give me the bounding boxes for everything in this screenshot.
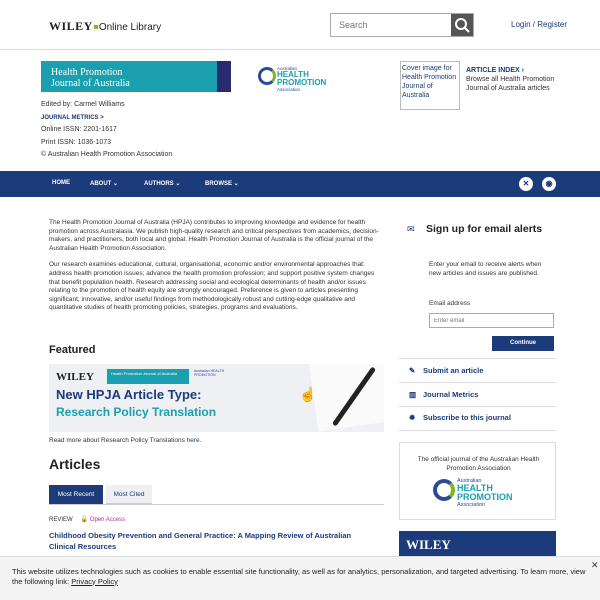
copyright: © Australian Health Promotion Association <box>41 151 173 158</box>
gear-icon: ✹ <box>409 413 416 422</box>
ahpa-logo-text: Australian HEALTH PROMOTION Association <box>457 478 513 508</box>
journal-meta <box>41 99 172 162</box>
articles-heading: Articles <box>49 456 101 472</box>
logo-brand: WILEY <box>49 19 93 33</box>
article-index-desc: Browse all Health Promotion Journal of Australia articles <box>466 76 555 92</box>
sidebar-divider <box>399 406 556 407</box>
pointer-hand-icon: ☝ <box>299 386 317 402</box>
banner-line-2: Research Policy Translation <box>56 405 217 419</box>
tab-most-cited[interactable]: Most Cited <box>106 485 152 504</box>
official-journal-box <box>399 442 556 520</box>
email-label: Email address <box>429 300 471 307</box>
email-field[interactable] <box>429 313 554 328</box>
search-icon <box>451 14 473 36</box>
open-access-badge: 🔓 Open Access <box>80 517 126 523</box>
editor: Edited by: Carmel Williams <box>41 101 125 108</box>
ahpa-logo-mark <box>433 479 455 501</box>
journal-banner[interactable] <box>41 61 231 92</box>
official-text: The official journal of the Australian Health Promotion Association <box>417 456 540 472</box>
rss-icon[interactable]: ◉ <box>542 177 556 191</box>
pen-icon: ✎ <box>409 366 416 375</box>
nav-about[interactable]: ABOUT ⌄ <box>90 181 119 187</box>
privacy-policy-link[interactable]: Privacy Policy <box>71 576 118 586</box>
banner-ahpa-badge: Australian HEALTH PROMOTION <box>194 369 225 377</box>
journal-intro <box>49 219 384 321</box>
nav-home[interactable]: HOME <box>52 180 70 186</box>
ahpa-logo-text: Australian HEALTH PROMOTION Association <box>277 66 327 92</box>
logo-suffix: Online Library <box>98 22 162 33</box>
top-bar <box>0 0 600 50</box>
tab-most-recent[interactable]: Most Recent <box>49 485 103 504</box>
sidebar-divider <box>399 358 556 359</box>
read-more-link[interactable]: here. <box>186 437 202 444</box>
article-index-link[interactable]: ARTICLE INDEX › <box>466 67 524 74</box>
logo-dot <box>94 25 98 29</box>
chevron-down-icon: ⌄ <box>175 181 181 187</box>
cookie-banner <box>0 556 600 600</box>
chart-icon: ▥ <box>409 390 417 399</box>
login-register-link[interactable]: Login / Register <box>511 20 568 29</box>
subscribe-link[interactable]: ✹ Subscribe to this journal <box>409 413 511 422</box>
x-icon[interactable]: ✕ <box>519 177 533 191</box>
wiley-ad[interactable]: WILEY <box>399 531 556 561</box>
article-index <box>466 66 561 93</box>
sidebar-divider <box>399 382 556 383</box>
article-type: REVIEW 🔓 Open Access <box>49 517 126 523</box>
sidebar-divider <box>399 430 556 431</box>
banner-wiley-logo: WILEY <box>56 371 94 383</box>
featured-heading: Featured <box>49 344 96 356</box>
submit-article-link[interactable]: ✎ Submit an article <box>409 366 484 375</box>
journal-banner-title: Health Promotion Journal of Australia <box>51 67 130 89</box>
signup-title: Sign up for email alerts <box>426 223 543 235</box>
journal-metrics-sidebar-link[interactable]: ▥ Journal Metrics <box>409 390 479 399</box>
search-box <box>330 13 474 37</box>
journal-metrics-link[interactable]: JOURNAL METRICS > <box>41 114 104 121</box>
tab-divider <box>49 504 384 505</box>
nav-browse[interactable]: BROWSE ⌄ <box>205 181 239 187</box>
cookie-text: This website utilizes technologies such as cookies to enable essential site functionality, as well as for analytics, personalization, and targeted advertising. To learn more, view the following link: Privacy Policy <box>12 567 586 586</box>
signup-desc: Enter your email to receive alerts when new articles and issues are published. <box>429 261 542 277</box>
ahpa-logo-large[interactable] <box>433 477 533 508</box>
search-input[interactable] <box>331 14 451 36</box>
paper-illustration <box>309 364 384 431</box>
banner-line-1: New HPJA Article Type: <box>56 387 202 402</box>
close-icon[interactable]: ✕ <box>591 560 599 570</box>
envelope-icon: ✉ <box>407 224 415 234</box>
continue-button[interactable]: Continue <box>492 336 554 351</box>
ahpa-logo[interactable] <box>258 65 338 92</box>
chevron-down-icon: ⌄ <box>233 181 239 187</box>
banner-accent <box>217 61 231 92</box>
ahpa-logo-mark <box>258 67 276 85</box>
search-button[interactable] <box>451 14 473 36</box>
main-nav <box>0 171 600 197</box>
intro-paragraph-2: Our research examines educational, cultural, organisational, economic and/or environmental approaches that: address health promotion issues; advance the health promotion profession; and support positive system changes that benefit population health. Research addressing social and ecological determinants of health and/or issues relating to the promotion of health equity are strongly encouraged. Preference is given to articles presenting significant, innovative, and/or useful findings from methodologically robust and cutting-edge qualitative and quantitative studies of health promoting policies, strategies, programs and evaluations. <box>49 261 375 312</box>
print-issn: Print ISSN: 1036-1073 <box>41 138 112 146</box>
chevron-down-icon: ⌄ <box>113 181 119 187</box>
featured-banner[interactable] <box>49 364 384 432</box>
lock-open-icon: 🔓 <box>80 517 89 523</box>
wiley-online-library-logo[interactable] <box>49 19 161 34</box>
article-title-link[interactable]: Childhood Obesity Prevention and General Practice: A Mapping Review of Australian Clinical Resources <box>49 531 352 551</box>
banner-journal-badge: Health Promotion Journal of Australia <box>107 369 189 384</box>
read-more: Read more about Research Policy Translations here. <box>49 437 202 444</box>
nav-authors[interactable]: AUTHORS ⌄ <box>144 181 181 187</box>
cover-image[interactable]: Cover image for Health Promotion Journal of Australia <box>400 61 460 110</box>
intro-paragraph-1: The Health Promotion Journal of Australia (HPJA) contributes to improving knowledge and evidence for health promotion across Australasia. We publish high-quality research and critical perspectives from academics, decision-makers, and practitioners, both local and global. Health Promotion Journal of Australia is the official journal of the Australian Health Promotion Association. <box>49 219 379 252</box>
online-issn: Online ISSN: 2201-1617 <box>41 126 117 133</box>
